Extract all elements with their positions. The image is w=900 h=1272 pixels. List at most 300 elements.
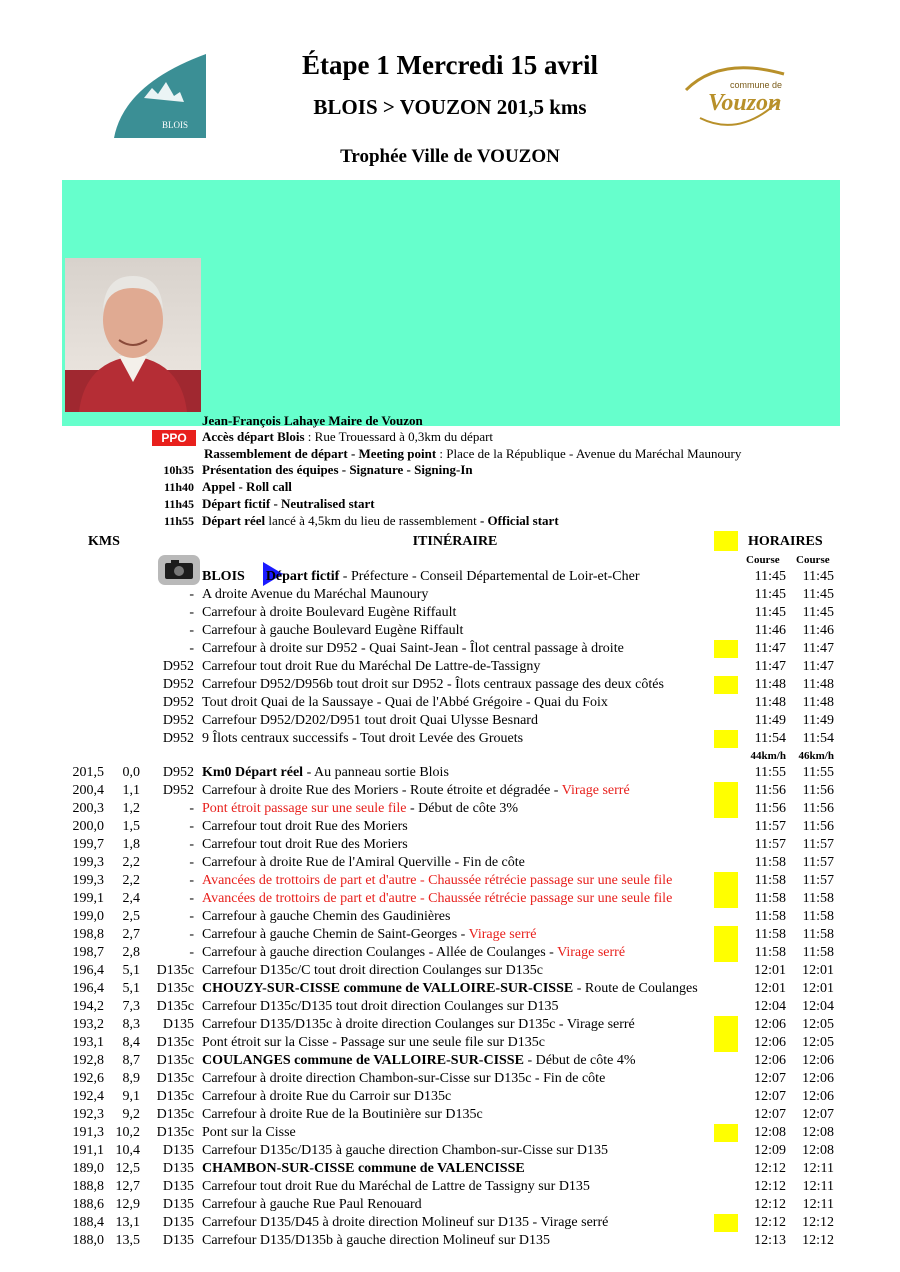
itinerary-text bbox=[202, 926, 742, 944]
itinerary-part: - Route de Coulanges bbox=[573, 981, 698, 996]
time-course-2: 11:55 bbox=[802, 765, 834, 780]
itinerary-row bbox=[0, 854, 900, 872]
time-course-1: 11:57 bbox=[754, 819, 786, 834]
time-course-2: 11:58 bbox=[802, 909, 834, 924]
course-header-2: Course bbox=[796, 554, 830, 566]
itinerary-row bbox=[0, 586, 900, 604]
itinerary-row bbox=[0, 1196, 900, 1214]
itinerary-text bbox=[202, 694, 742, 712]
road-code: D135 bbox=[162, 1179, 194, 1194]
yellow-highlight bbox=[714, 730, 738, 748]
time-course-2: 11:45 bbox=[802, 569, 834, 584]
time-course-2: 11:58 bbox=[802, 927, 834, 942]
km-done: 1,2 bbox=[122, 801, 140, 816]
itinerary-row bbox=[0, 872, 900, 890]
itinerary-part: Carrefour tout droit Rue du Maréchal de Lattre de Tassigny sur D135 bbox=[202, 1179, 590, 1194]
km-remaining: 193,2 bbox=[72, 1017, 104, 1032]
road-code: D135c bbox=[156, 1053, 194, 1068]
itinerary-row bbox=[0, 926, 900, 944]
road-code: D135c bbox=[156, 1071, 194, 1086]
road-code: - bbox=[189, 587, 194, 602]
km-remaining: 191,3 bbox=[72, 1125, 104, 1140]
km-remaining: 200,0 bbox=[72, 819, 104, 834]
road-code: D952 bbox=[162, 695, 194, 710]
road-code: D135c bbox=[156, 981, 194, 996]
km-done: 13,1 bbox=[115, 1215, 140, 1230]
itinerary-text bbox=[202, 872, 742, 890]
road-code: - bbox=[189, 605, 194, 620]
itinerary-part: Avancées de trottoirs de part et d'autre - Chaussée rétrécie passage sur une seule file bbox=[202, 873, 673, 888]
km-remaining: 199,7 bbox=[72, 837, 104, 852]
time-course-1: 12:12 bbox=[754, 1215, 786, 1230]
yellow-highlight bbox=[714, 800, 738, 818]
itinerary-text bbox=[202, 962, 742, 980]
km-remaining: 192,6 bbox=[72, 1071, 104, 1086]
time-course-2: 12:05 bbox=[802, 1035, 834, 1050]
time-course-1: 12:07 bbox=[754, 1071, 786, 1086]
time-course-2: 11:58 bbox=[802, 945, 834, 960]
yellow-highlight bbox=[714, 1214, 738, 1232]
km-done: 5,1 bbox=[122, 981, 140, 996]
road-code: D952 bbox=[162, 713, 194, 728]
itinerary-text bbox=[202, 568, 742, 586]
time-course-1: 12:01 bbox=[754, 963, 786, 978]
road-code: - bbox=[189, 855, 194, 870]
km-done: 8,9 bbox=[122, 1071, 140, 1086]
itinerary-row bbox=[0, 944, 900, 962]
time-course-1: 11:45 bbox=[754, 605, 786, 620]
time-course-1: 12:09 bbox=[754, 1143, 786, 1158]
time-course-2: 12:07 bbox=[802, 1107, 834, 1122]
itinerary-part: Carrefour à gauche direction Coulanges - Allée de Coulanges - bbox=[202, 945, 558, 960]
acces-text: : Rue Trouessard à 0,3km du départ bbox=[304, 429, 494, 444]
time-course-1: 11:49 bbox=[754, 713, 786, 728]
time-course-2: 12:01 bbox=[802, 963, 834, 978]
official-start: - Official start bbox=[479, 513, 559, 528]
itinerary-part: Carrefour à gauche Rue Paul Renouard bbox=[202, 1197, 422, 1212]
itinerary-part: CHAMBON-SUR-CISSE commune de VALENCISSE bbox=[202, 1161, 525, 1176]
time-course-2: 11:58 bbox=[802, 891, 834, 906]
itinerary-row bbox=[0, 1106, 900, 1124]
km-remaining: 192,4 bbox=[72, 1089, 104, 1104]
itinerary-row bbox=[0, 730, 900, 748]
time-course-2: 11:46 bbox=[802, 623, 834, 638]
itinerary-row bbox=[0, 818, 900, 836]
km-done: 12,9 bbox=[115, 1197, 140, 1212]
itinerary-text bbox=[202, 640, 742, 658]
time-course-2: 11:45 bbox=[802, 587, 834, 602]
itinerary-part bbox=[245, 569, 266, 584]
time-course-2: 11:48 bbox=[802, 695, 834, 710]
km-remaining: 198,7 bbox=[72, 945, 104, 960]
road-code: D135c bbox=[156, 1125, 194, 1140]
km-done: 1,8 bbox=[122, 837, 140, 852]
km-done: 10,2 bbox=[115, 1125, 140, 1140]
itinerary-text bbox=[202, 998, 742, 1016]
time-course-2: 12:01 bbox=[802, 981, 834, 996]
itinerary-row bbox=[0, 1232, 900, 1250]
road-code: - bbox=[189, 891, 194, 906]
rassemblement-label: Rassemblement de départ - Meeting point bbox=[204, 446, 437, 461]
time-course-2: 11:57 bbox=[802, 855, 834, 870]
schedule-time: 10h35 bbox=[163, 463, 194, 477]
km-done: 12,5 bbox=[115, 1161, 140, 1176]
itinerary-text bbox=[202, 1124, 742, 1142]
yellow-highlight bbox=[714, 890, 738, 908]
time-course-1: 12:04 bbox=[754, 999, 786, 1014]
itinerary-row bbox=[0, 764, 900, 782]
km-remaining: 199,3 bbox=[72, 855, 104, 870]
km-remaining: 188,0 bbox=[72, 1233, 104, 1248]
itinerary-text bbox=[202, 1016, 742, 1034]
itinerary-text bbox=[202, 890, 742, 908]
time-course-1: 12:13 bbox=[754, 1233, 786, 1248]
itinerary-part: Carrefour D952/D202/D951 tout droit Quai Ulysse Besnard bbox=[202, 713, 538, 728]
itinerary-text bbox=[202, 1070, 742, 1088]
itinerary-row bbox=[0, 908, 900, 926]
schedule-time: 11h45 bbox=[163, 497, 194, 511]
itinerary-row bbox=[0, 962, 900, 980]
itinerary-text bbox=[202, 1142, 742, 1160]
km-remaining: 199,0 bbox=[72, 909, 104, 924]
speed-2: 46km/h bbox=[798, 750, 834, 762]
itinerary-row bbox=[0, 836, 900, 854]
itinerary-row bbox=[0, 676, 900, 694]
time-course-1: 11:47 bbox=[754, 659, 786, 674]
itinerary-part: Pont étroit sur la Cisse - Passage sur une seule file sur D135c bbox=[202, 1035, 545, 1050]
itinerary-part: Carrefour à gauche Chemin de Saint-Georges - bbox=[202, 927, 469, 942]
time-course-2: 12:06 bbox=[802, 1071, 834, 1086]
time-course-2: 12:11 bbox=[802, 1179, 834, 1194]
km-remaining: 200,4 bbox=[72, 783, 104, 798]
yellow-highlight bbox=[714, 640, 738, 658]
itinerary-part: Carrefour à droite Boulevard Eugène Riffault bbox=[202, 605, 457, 620]
speed-1: 44km/h bbox=[750, 750, 786, 762]
km-remaining: 199,1 bbox=[72, 891, 104, 906]
itinerary-part: Carrefour à droite Rue de la Boutinière sur D135c bbox=[202, 1107, 483, 1122]
road-code: D952 bbox=[162, 659, 194, 674]
road-code: D135c bbox=[156, 963, 194, 978]
itinerary-part: A droite Avenue du Maréchal Maunoury bbox=[202, 587, 429, 602]
time-course-1: 11:47 bbox=[754, 641, 786, 656]
km-done: 0,0 bbox=[122, 765, 140, 780]
time-course-1: 12:07 bbox=[754, 1107, 786, 1122]
road-code: D135c bbox=[156, 1035, 194, 1050]
speed-row bbox=[0, 748, 900, 764]
itinerary-row bbox=[0, 1124, 900, 1142]
km-remaining: 192,8 bbox=[72, 1053, 104, 1068]
itinerary-row bbox=[0, 658, 900, 676]
road-code: D135c bbox=[156, 1089, 194, 1104]
itinerary-row bbox=[0, 1052, 900, 1070]
km-remaining: 188,6 bbox=[72, 1197, 104, 1212]
depart-reel-label: Départ réel bbox=[202, 513, 266, 528]
itinerary-row bbox=[0, 800, 900, 818]
itinerary-part: Virage serré bbox=[557, 945, 626, 960]
itinerary-text bbox=[202, 1178, 742, 1196]
itinerary-part: Carrefour à droite Rue des Moriers - Route étroite et dégradée - bbox=[202, 783, 562, 798]
yellow-highlight bbox=[714, 1124, 738, 1142]
km-remaining: 191,1 bbox=[72, 1143, 104, 1158]
itinerary-part: Carrefour à droite sur D952 - Quai Saint-Jean - Îlot central passage à droite bbox=[202, 641, 624, 656]
itinerary-text bbox=[202, 604, 742, 622]
yellow-highlight bbox=[714, 782, 738, 800]
time-course-1: 12:12 bbox=[754, 1179, 786, 1194]
yellow-highlight bbox=[714, 1034, 738, 1052]
road-code: D135c bbox=[156, 999, 194, 1014]
km-done: 13,5 bbox=[115, 1233, 140, 1248]
time-course-1: 12:06 bbox=[754, 1035, 786, 1050]
itinerary-text bbox=[202, 836, 742, 854]
time-course-2: 12:11 bbox=[802, 1161, 834, 1176]
itinerary-part: - Au panneau sortie Blois bbox=[303, 765, 449, 780]
time-course-1: 12:06 bbox=[754, 1017, 786, 1032]
itinerary-part: COULANGES commune de VALLOIRE-SUR-CISSE bbox=[202, 1053, 524, 1068]
time-course-1: 11:58 bbox=[754, 873, 786, 888]
road-code: D135 bbox=[162, 1215, 194, 1230]
yellow-highlight bbox=[714, 926, 738, 944]
itinerary-part: Carrefour à droite Rue du Carroir sur D135c bbox=[202, 1089, 452, 1104]
itinerary-part: Carrefour tout droit Rue des Moriers bbox=[202, 819, 408, 834]
time-course-1: 11:55 bbox=[754, 765, 786, 780]
itinerary-part: - Début de côte 3% bbox=[406, 801, 519, 816]
time-course-2: 12:04 bbox=[802, 999, 834, 1014]
time-course-1: 11:58 bbox=[754, 945, 786, 960]
km-remaining: 196,4 bbox=[72, 963, 104, 978]
itinerary-row bbox=[0, 890, 900, 908]
itinerary-row bbox=[0, 622, 900, 640]
itinerary-row bbox=[0, 1070, 900, 1088]
km-done: 2,2 bbox=[122, 855, 140, 870]
time-course-2: 11:56 bbox=[802, 801, 834, 816]
time-course-1: 11:46 bbox=[754, 623, 786, 638]
road-code: - bbox=[189, 837, 194, 852]
stage-route: BLOIS > VOUZON 201,5 kms bbox=[313, 95, 587, 119]
itinerary-part: Carrefour D135c/C tout droit direction Coulanges sur D135c bbox=[202, 963, 543, 978]
road-code: D952 bbox=[162, 783, 194, 798]
time-course-2: 11:57 bbox=[802, 837, 834, 852]
time-course-2: 12:08 bbox=[802, 1143, 834, 1158]
road-code: D952 bbox=[162, 677, 194, 692]
itinerary-part: Carrefour D135/D135c à droite direction Coulanges sur D135c - Virage serré bbox=[202, 1017, 635, 1032]
itinerary-text bbox=[202, 1052, 742, 1070]
course-header-1: Course bbox=[746, 554, 780, 566]
itinerary-row bbox=[0, 998, 900, 1016]
km-done: 9,1 bbox=[122, 1089, 140, 1104]
vouzon-logo-big: Vouzon bbox=[708, 90, 782, 116]
time-course-2: 11:57 bbox=[802, 873, 834, 888]
rassemblement-text: : Place de la République - Avenue du Maréchal Maunoury bbox=[436, 446, 742, 461]
itinerary-text bbox=[202, 586, 742, 604]
itinerary-row bbox=[0, 1178, 900, 1196]
km-remaining: 188,8 bbox=[72, 1179, 104, 1194]
itinerary-row bbox=[0, 1034, 900, 1052]
itinerary-table bbox=[0, 568, 900, 1250]
km-done: 5,1 bbox=[122, 963, 140, 978]
road-code: - bbox=[189, 945, 194, 960]
itinerary-part: Virage serré bbox=[468, 927, 537, 942]
yellow-highlight bbox=[714, 944, 738, 962]
km-done: 2,5 bbox=[122, 909, 140, 924]
itinerary-text bbox=[202, 730, 742, 748]
itinerary-text bbox=[202, 1232, 742, 1250]
schedule-time: 11h55 bbox=[163, 514, 194, 528]
rassemblement bbox=[204, 446, 741, 462]
itinerary-text bbox=[202, 712, 742, 730]
km-remaining: 199,3 bbox=[72, 873, 104, 888]
stage-title: Étape 1 Mercredi 15 avril bbox=[302, 50, 598, 80]
km-remaining: 188,4 bbox=[72, 1215, 104, 1230]
itinerary-part: Km0 Départ réel bbox=[202, 765, 304, 780]
time-course-2: 11:54 bbox=[802, 731, 834, 746]
yellow-highlight bbox=[714, 872, 738, 890]
time-course-1: 11:57 bbox=[754, 837, 786, 852]
km-remaining: 198,8 bbox=[72, 927, 104, 942]
itinerary-part: Avancées de trottoirs de part et d'autre - Chaussée rétrécie passage sur une seule file bbox=[202, 891, 673, 906]
itinerary-part: Carrefour D135c/D135 à gauche direction Chambon-sur-Cisse sur D135 bbox=[202, 1143, 609, 1158]
mayor-photo bbox=[65, 258, 201, 412]
depart-reel bbox=[202, 513, 559, 529]
itinerary-row bbox=[0, 694, 900, 712]
time-course-2: 12:08 bbox=[802, 1125, 834, 1140]
itinerary-row bbox=[0, 640, 900, 658]
time-course-1: 11:58 bbox=[754, 891, 786, 906]
itinerary-part: Carrefour D135/D45 à droite direction Molineuf sur D135 - Virage serré bbox=[202, 1215, 609, 1230]
km-done: 1,1 bbox=[122, 783, 140, 798]
time-course-2: 12:06 bbox=[802, 1089, 834, 1104]
road-code: - bbox=[189, 801, 194, 816]
itinerary-text bbox=[202, 944, 742, 962]
itinerary-part: Carrefour à droite direction Chambon-sur-Cisse sur D135c - Fin de côte bbox=[202, 1071, 606, 1086]
vouzon-logo-small: commune de bbox=[730, 80, 783, 90]
itinerary-row bbox=[0, 1160, 900, 1178]
schedule-text: Présentation des équipes - Signature - Signing-In bbox=[202, 462, 473, 477]
road-code: - bbox=[189, 873, 194, 888]
itinerary-part: Virage serré bbox=[561, 783, 630, 798]
acces-label: Accès départ Blois bbox=[202, 429, 305, 444]
trophy-title: Trophée Ville de VOUZON bbox=[340, 146, 560, 167]
itinerary-text bbox=[202, 908, 742, 926]
km-remaining: 194,2 bbox=[72, 999, 104, 1014]
time-course-1: 11:58 bbox=[754, 909, 786, 924]
itinerary-text bbox=[202, 980, 742, 998]
itinerary-row bbox=[0, 1214, 900, 1232]
itinerary-text bbox=[202, 1214, 742, 1232]
time-course-1: 11:58 bbox=[754, 927, 786, 942]
road-code: D135 bbox=[162, 1143, 194, 1158]
km-done: 8,3 bbox=[122, 1017, 140, 1032]
time-course-1: 12:01 bbox=[754, 981, 786, 996]
road-code: - bbox=[189, 909, 194, 924]
itinerary-text bbox=[202, 782, 742, 800]
mayor-caption: Jean-François Lahaye Maire de Vouzon bbox=[202, 413, 423, 428]
time-course-2: 11:49 bbox=[802, 713, 834, 728]
itinerary-part: 9 Îlots centraux successifs - Tout droit Levée des Grouets bbox=[202, 731, 524, 746]
time-course-1: 11:45 bbox=[754, 587, 786, 602]
road-code: D135 bbox=[162, 1017, 194, 1032]
road-code: D135 bbox=[162, 1233, 194, 1248]
time-course-1: 11:58 bbox=[754, 855, 786, 870]
time-course-1: 11:56 bbox=[754, 783, 786, 798]
time-course-1: 12:07 bbox=[754, 1089, 786, 1104]
itinerary-text bbox=[202, 658, 742, 676]
time-course-1: 11:56 bbox=[754, 801, 786, 816]
road-code: D952 bbox=[162, 765, 194, 780]
itinerary-row bbox=[0, 1088, 900, 1106]
itinerary-text bbox=[202, 1034, 742, 1052]
time-course-2: 11:47 bbox=[802, 659, 834, 674]
itinerary-part: Carrefour D135c/D135 tout droit direction Coulanges sur D135 bbox=[202, 999, 559, 1014]
ppo-badge: PPO bbox=[152, 430, 196, 446]
km-remaining: 200,3 bbox=[72, 801, 104, 816]
time-course-2: 11:45 bbox=[802, 605, 834, 620]
time-course-2: 12:12 bbox=[802, 1215, 834, 1230]
time-course-2: 12:11 bbox=[802, 1197, 834, 1212]
km-done: 2,2 bbox=[122, 873, 140, 888]
itinerary-text bbox=[202, 854, 742, 872]
itinerary-part: - Début de côte 4% bbox=[523, 1053, 636, 1068]
itinerary-row bbox=[0, 712, 900, 730]
km-remaining: 189,0 bbox=[72, 1161, 104, 1176]
km-done: 9,2 bbox=[122, 1107, 140, 1122]
road-code: - bbox=[189, 819, 194, 834]
road-code: D135 bbox=[162, 1161, 194, 1176]
time-course-1: 12:06 bbox=[754, 1053, 786, 1068]
itinerary-part: Pont étroit passage sur une seule file bbox=[202, 801, 407, 816]
itinerary-row bbox=[0, 782, 900, 800]
itinerary-text bbox=[202, 676, 742, 694]
time-course-2: 11:56 bbox=[802, 783, 834, 798]
itinerary-row bbox=[0, 1142, 900, 1160]
itinerary-part: Carrefour à gauche Boulevard Eugène Riffault bbox=[202, 623, 464, 638]
itinerary-row bbox=[0, 604, 900, 622]
road-code: - bbox=[189, 927, 194, 942]
itinerary-part: Carrefour D952/D956b tout droit sur D952 - Îlots centraux passage des deux côtés bbox=[202, 677, 664, 692]
kms-header: KMS bbox=[88, 534, 120, 549]
blois-logo-text: BLOIS bbox=[162, 120, 189, 130]
time-course-1: 11:48 bbox=[754, 677, 786, 692]
horaires-header: HORAIRES bbox=[748, 534, 823, 549]
time-course-2: 11:48 bbox=[802, 677, 834, 692]
time-course-2: 11:56 bbox=[802, 819, 834, 834]
schedule-time: 11h40 bbox=[163, 480, 194, 494]
itinerary-part: Tout droit Quai de la Saussaye - Quai de l'Abbé Grégoire - Quai du Foix bbox=[202, 695, 608, 710]
km-done: 2,7 bbox=[122, 927, 140, 942]
yellow-highlight bbox=[714, 1016, 738, 1034]
itinerary-text bbox=[202, 622, 742, 640]
itinerary-part: BLOIS bbox=[202, 569, 245, 584]
km-remaining: 196,4 bbox=[72, 981, 104, 996]
itinerary-part: Pont sur la Cisse bbox=[202, 1125, 296, 1140]
itinerary-text bbox=[202, 1196, 742, 1214]
time-course-2: 11:47 bbox=[802, 641, 834, 656]
road-code: - bbox=[189, 641, 194, 656]
itinerary-text bbox=[202, 1106, 742, 1124]
depart-reel-text: lancé à 4,5km du lieu de rassemblement bbox=[265, 513, 480, 528]
km-done: 10,4 bbox=[115, 1143, 140, 1158]
itinerary-row bbox=[0, 568, 900, 586]
itinerary-part: Carrefour D135/D135b à gauche direction Molineuf sur D135 bbox=[202, 1233, 550, 1248]
time-course-1: 12:08 bbox=[754, 1125, 786, 1140]
km-done: 8,4 bbox=[122, 1035, 140, 1050]
time-course-1: 11:54 bbox=[754, 731, 786, 746]
itinerary-part: CHOUZY-SUR-CISSE commune de VALLOIRE-SUR-CISSE bbox=[202, 981, 574, 996]
road-code: D135 bbox=[162, 1197, 194, 1212]
itineraire-header: ITINÉRAIRE bbox=[412, 534, 498, 549]
itinerary-part: Carrefour à gauche Chemin des Gaudinières bbox=[202, 909, 451, 924]
time-course-2: 12:12 bbox=[802, 1233, 834, 1248]
acces-depart bbox=[202, 429, 493, 445]
